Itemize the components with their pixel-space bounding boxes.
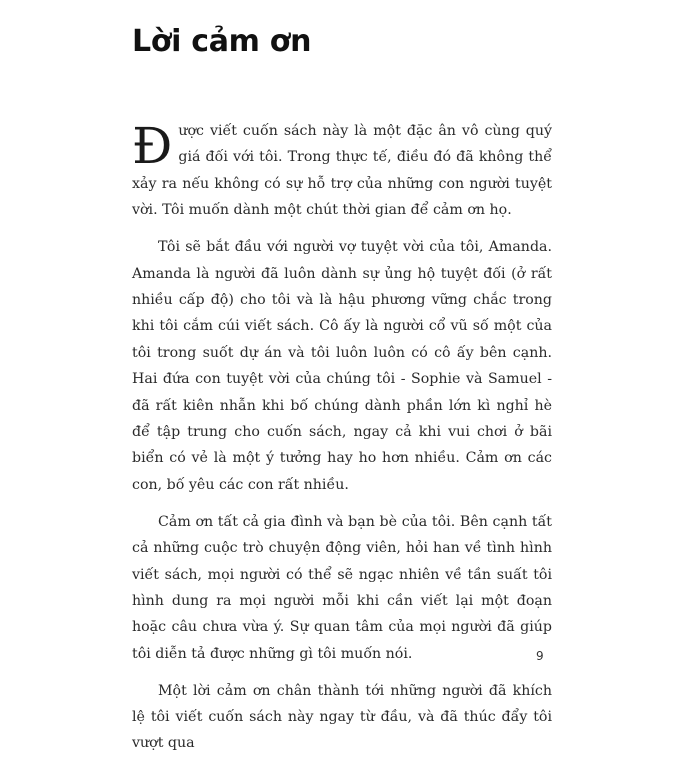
page-number: 9 [536,649,544,663]
paragraph-1-text: ược viết cuốn sách này là một đặc ân vô cùng quý giá đối với tôi. Trong thực tế, điều đó đã không thể xảy ra nếu không có sự hỗ trợ của những con người tuyệt vời. Tôi muốn dành một chút thời gian để cảm ơn họ. [132,123,552,219]
body-text [132,118,552,767]
paragraph-2: Tôi sẽ bắt đầu với người vợ tuyệt vời của tôi, Amanda. Amanda là người đã luôn dành sự ủng hộ tuyệt đối (ở rất nhiều cấp độ) cho tôi và là hậu phương vững chắc trong khi tôi cắm cúi viết sách. Cô ấy là người cổ vũ số một của tôi trong suốt dự án và tôi luôn luôn có cô ấy bên cạnh. Hai đứa con tuyệt vời của chúng tôi - Sophie và Samuel - đã rất kiên nhẫn khi bố chúng dành phần lớn kì nghỉ hè để tập trung cho cuốn sách, ngay cả khi vui chơi ở bãi biển có vẻ là một ý tưởng hay ho hơn nhiều. Cảm ơn các con, bố yêu các con rất nhiều. [132,239,552,493]
paragraph-1 [132,118,552,224]
paragraph-3: Cảm ơn tất cả gia đình và bạn bè của tôi. Bên cạnh tất cả những cuộc trò chuyện động viên, hỏi han về tình hình viết sách, mọi người có thể sẽ ngạc nhiên về tần suất tôi hình dung ra mọi người mỗi khi cần viết lại một đoạn hoặc câu chưa vừa ý. Sự quan tâm của mọi người đã giúp tôi diễn tả được những gì tôi muốn nói. [132,513,552,662]
paragraph-4: Một lời cảm ơn chân thành tới những người đã khích lệ tôi viết cuốn sách này ngay từ đầu, và đã thúc đẩy tôi vượt qua [132,682,552,752]
drop-cap: Đ [132,117,173,175]
page-title: Lời cảm ơn [132,24,312,59]
